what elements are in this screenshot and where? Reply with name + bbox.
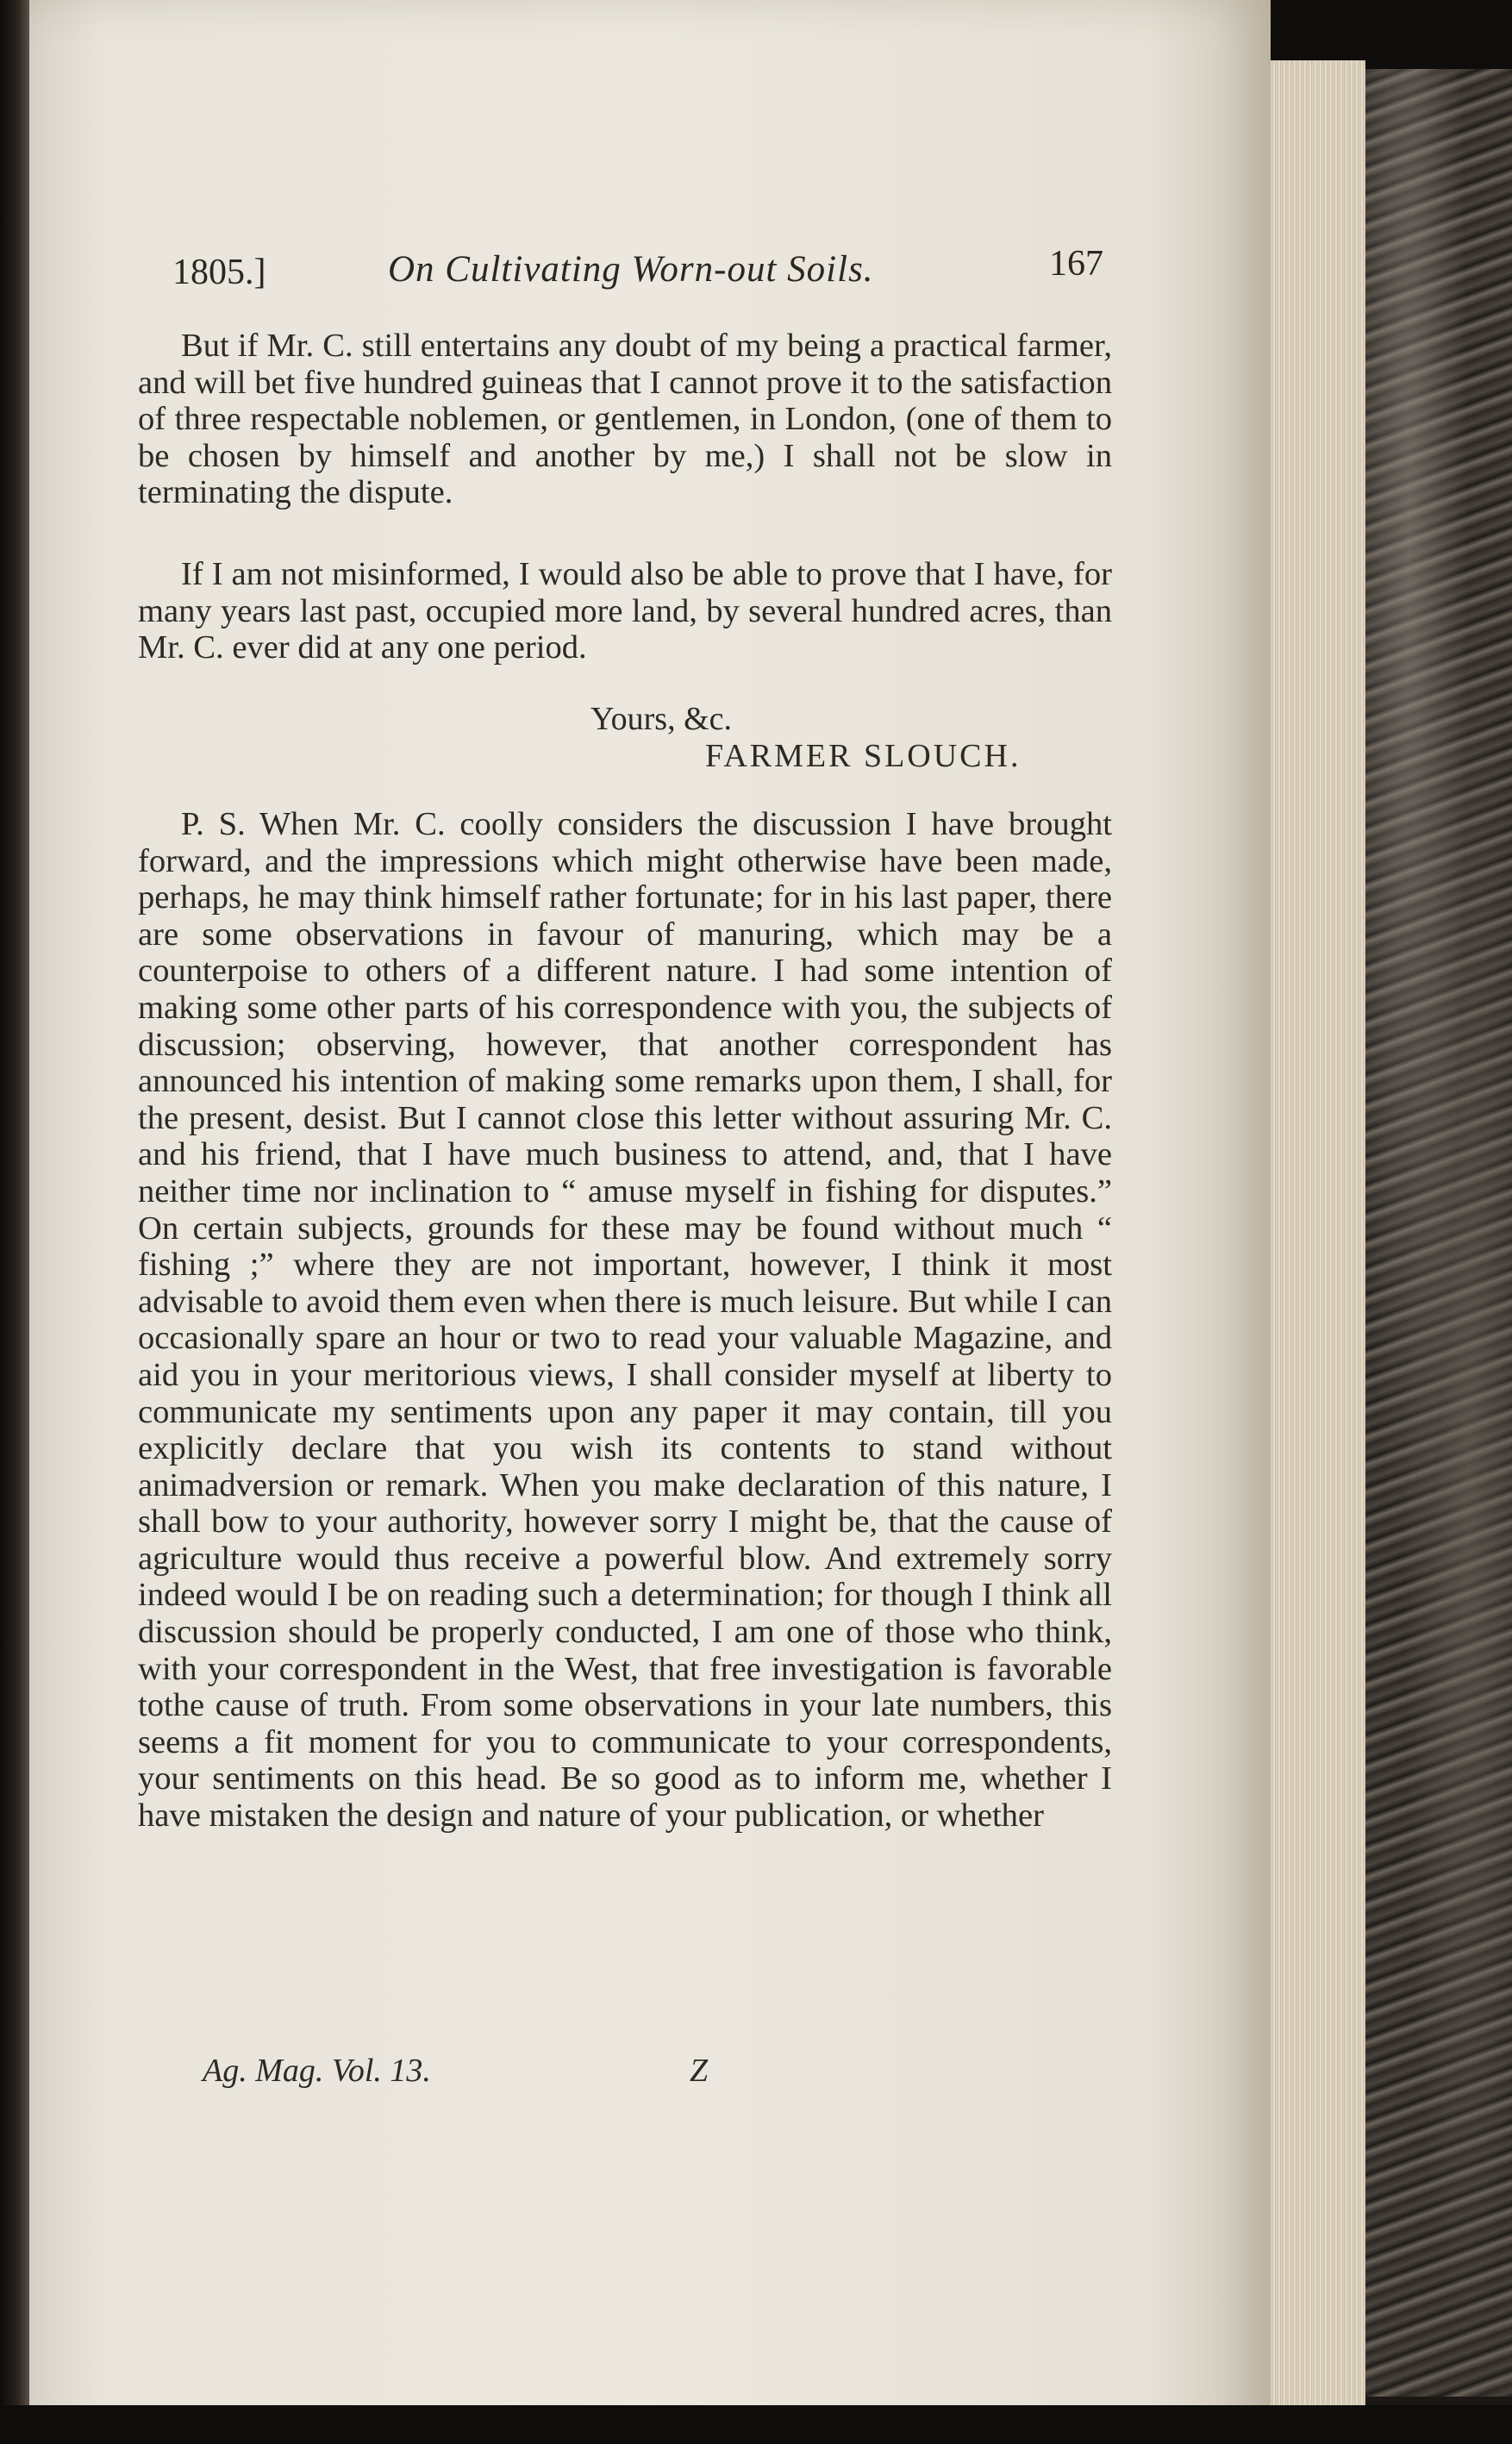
page-edges [1271,60,1365,2405]
gathering-mark: Z [690,2053,709,2089]
book-left-edge [0,0,29,2444]
book-bottom-shadow [0,2405,1512,2444]
signature-mark: Ag. Mag. Vol. 13. [203,2053,431,2089]
letter-closing: Yours, &c. [590,701,733,737]
running-header [172,243,1112,312]
postscript-paragraph [138,806,1112,1835]
letter-signature: FARMER SLOUCH. [705,738,1022,774]
paragraph-text: P. S. When Mr. C. coolly considers the discussion I have brought forward, and the impressions which might otherwise have been made, perhaps, he may think himself rather fortunate; for in his last paper, there are some observations in favour of manuring, which may be a counterpoise to others of a different nature. I had some intention of making some other parts of his correspondence with you, the subjects of discussion; observing, however, that another correspondent has announced his intention of making some remarks upon them, I shall, for the present, desist. But I cannot close this letter without assuring Mr. C. and his friend, that I have much business to attend, and, that I have neither time nor inclination to “ amuse myself in fishing for disputes.” On certain subjects, grounds for these may be found without much “ fishing ;” where they are not important, however, I think it most advisable to avoid them even when there is much leisure. But while I can occasionally spare an hour or two to read your valuable Magazine, and aid you in your meritorious views, I shall consider myself at liberty to communicate my sentiments upon any paper it may contain, till you explicitly declare that you wish its contents to stand without animadversion or remark. When you make declaration of this nature, I shall bow to your authority, however sorry I might be, that the cause of agriculture would thus receive a powerful blow. And extremely sorry indeed would I be on reading such a determination; for though I think all discussion should be properly conducted, I am one of those who think, with your correspondent in the West, that free investigation is favorable tothe cause of truth. From some observations in your late numbers, this seems a fit moment for you to communicate to your correspondents, your sentiments on this head. Be so good as to inform me, whether I have mistaken the design and nature of your publication, or whether [138,806,1112,1835]
page-number: 167 [1049,244,1103,284]
header-title: On Cultivating Worn-out Soils. [388,249,874,290]
paragraph-text: If I am not misinformed, I would also be able to prove that I have, for many years last past, occupied more land, by several hundred acres, than Mr. C. ever did at any one period. [138,556,1112,666]
header-year: 1805.] [172,253,266,292]
marbled-cover-board [1365,69,1512,2397]
body-paragraph-1 [138,328,1112,511]
paragraph-text: But if Mr. C. still entertains any doubt of my being a practical farmer, and will bet five hundred guineas that I cannot prove it to the satisfaction of three respectable noblemen, or gentlemen, in London, (one of them to be chosen by himself and another by me,) I shall not be slow in terminating the dispute. [138,328,1112,511]
body-paragraph-2 [138,556,1112,666]
page-footer [203,2052,720,2095]
book-spine-shadow [1271,0,1512,69]
